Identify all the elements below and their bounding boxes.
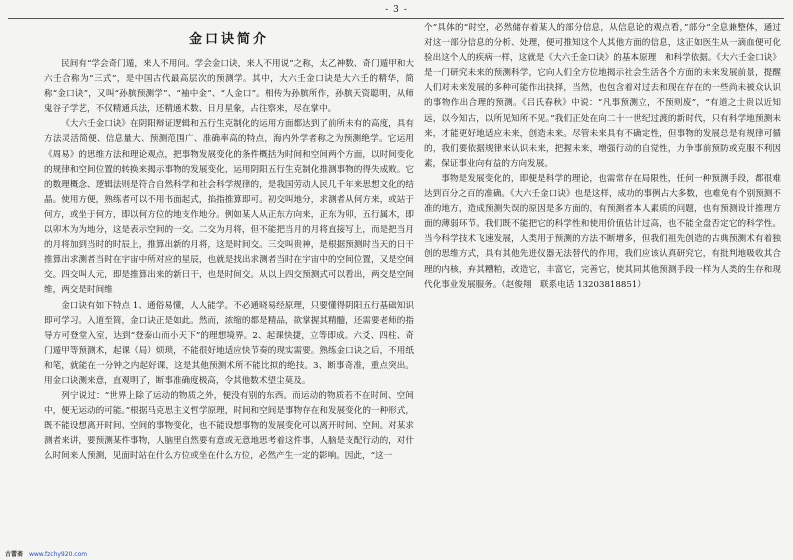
paragraph: 事物是发展变化的，即便是科学的理论，也需常存在局限性，任何一种预测手段，都很难达到百分之百的准确。《大六壬金口诀》也是这样，成功的事例占大多数，也难免有个别预测不准的地方，造成预测失误的原因是多方面的，有预测者本人素质的问题，也有预测设计推理方面的薄弱环节。我们既不能把它的科学性和使用价值估计过高，也不能全盘否定它的科学性。当今科学技术飞速发展，人类用于预测的方法不断增多，但我们祖先创造的古典预测术有着独创的思维方式，具有其他先进仪器无法替代的作用，我们应该认真研究它，有批判地吸收其合理的内核，弃其糟粕，改造它，丰富它，完善它，使其同其他预测手段一样为人类的生存和现代化事业发展服务。（赵俊翔 联系电话 13203818851） <box>424 173 781 290</box>
paragraph: 列宁说过：“世界上除了运动的物质之外，便没有别的东西。而运动的物质若不在时间、空间中，便无运动的可能。”根据马克思主义哲学原理，时间和空间是事物存在和发展变化的一种形式，既不能设想离开时间、空间的事物变化，也不能设想事物的发展变化可以离开时间、空间。对某求测者来讲，要预测某件事物，人脑里自然要有意或无意地思考着这件事，人脑是支配行动的，对什么时间来人预测，见面时站在什么方位或坐在什么方位，必然产生一定的影响。因此，“这一 <box>44 391 414 462</box>
footer-url: www.fzchy920.com <box>28 551 88 558</box>
paragraph-continuation: 个”具体的“时空，必然储存着某人的部分信息，从信息论的观点看，”部分“全息兼整体，通过对这一部分信息的分析、处理，便可推知这个人其他方面的信息，这正如医生从一滴血便可化验出这个人的疾病一样，这就是《大六壬金口诀》的基本原理 和科学依据。《大六壬金口诀》是一门研究未来的预测科学，它向人们全方位地揭示社会生活各个方面的未来发展前景，提醒人们对未来发展的多种可能作出抉择，当然，也包含着对过去和现在存在的一些尚未被众认识的事物作出合理的预测。《吕氏春秋》中说：“凡事预测立，不预则废”，“有道之士贵以近知远，以今知古，以所见知所不见。”我们正处在向二十一世纪过渡的新时代，只有科学地预测未来，才能更好地适应未来，创造未来。尽管未来具有不确定性，但事物的发展总是有规律可循的，我们要依据规律来认识未来，把握未来，增强行动的自觉性，力争事前预防或克服不利因素，保证事业向有益的方向发展。 <box>424 23 781 169</box>
right-column <box>424 21 781 541</box>
footer-brand: 古蕾斋 <box>5 551 24 558</box>
paragraph: 民间有“学会奇门遁，来人不用问。学会金口诀，来人不用说”之称，太乙神数、奇门遁甲和大六壬合称为“三式”，是中国古代最高层次的预测学。其中，大六壬金口诀是大六壬的精华，简称“金口诀”，又叫“孙膑预测学”、“袖中金”、“人金口”。相传为孙膑所作，孙膑天资聪明，从师鬼谷子学艺，不仅精通兵法，还精通术数、日月星象，占往察来，尽在掌中。 <box>44 59 414 115</box>
footer-watermark <box>5 549 87 558</box>
left-column <box>44 22 414 542</box>
paragraph: 金口诀有如下特点 1、通俗易懂，人人能学。不必通晓易经原理，只要懂得阴阳五行基础知识即可学习。入道至简，金口诀正是如此。然而，浓缩的都是精品，欲掌握其精髓，还需要老师的指导方可登堂入室，达到“登泰山而小天下”的理想境界。2、起课快捷，立等即成。六爻、四柱、奇门遁甲等预测术，起课（局）烦琐，不能很好地适应快节奏的现实需要。熟练金口诀之后，不用纸和笔，就能在一分钟之内起好课，这是其他预测术所不能比拟的绝技。3、断事奇准，重点突出。用金口诀测来意，直观明了，断事准确度极高，令其他数术望尘莫及。 <box>44 300 414 386</box>
article-title: 金口诀简介 <box>188 32 269 47</box>
header-rule <box>8 18 784 19</box>
paragraph: 《大六壬金口诀》在阴阳辩证逻辑和五行生克制化的运用方面都达到了前所未有的高度，具有方法灵活简便、信息量大、预测范围广、准确率高的特点，海内外学者称之为预测绝学。它运用《周易》的思维方法和理论观点，把事物发展变化的条件概括为时间和空间两个方面，以时间变化的规律和空间位置的转换来揭示事物的发展变化，运用阴阳五行生克制化推测事物的得失成败。它的数理概念、逻辑法则是符合自然科学和社会科学规律的，是我国劳动人民几千年来思想文化的结晶。使用方便，熟练者可以不用书面起式，掐指推算即可。初交叫地分，求测者从何方来，或站于何方，或坐于何方，即以何方位的地支作地分。例如某人从正东方向来，正东为卯，五行属木，即以卯木为为地分，这是表示空间的一交。二交为月将，但不能把当月的月将直接写上，而是把当月的月将加到当时的时辰上，推算出新的月将，这是时间交。三交叫贵神，是根据预测时当天的日干推算出求测者当时在宇宙中所对应的星辰，也就是找出求测者当时在宇宙中的空间位置，又是空间交。四交叫人元，即是推算出来的新日干，也是时间交。从以上四交预测式可以看出，两交是空间维，两交是时间维 <box>44 119 414 296</box>
page-number: - 3 - <box>385 5 408 15</box>
